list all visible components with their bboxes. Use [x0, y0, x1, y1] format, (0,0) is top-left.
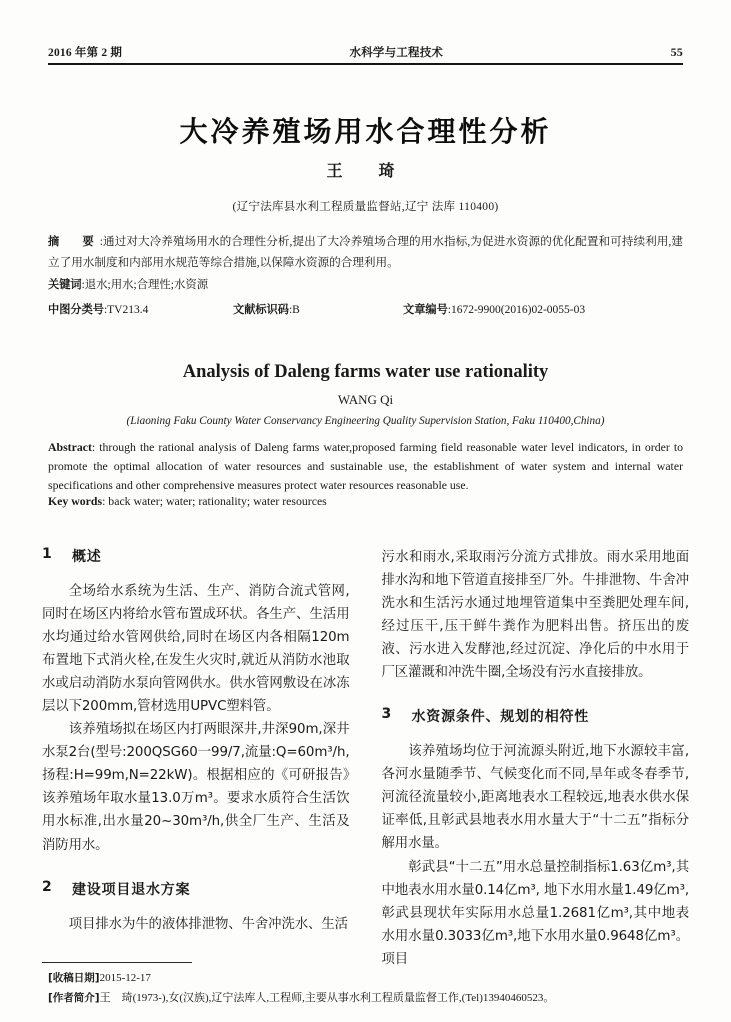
paragraph: 项目排水为牛的液体排泄物、牛舍冲洗水、生活: [68, 916, 348, 932]
clc-number: [48, 300, 233, 320]
page-title: 大冷养殖场用水合理性分析: [179, 115, 552, 148]
right-column: [381, 546, 690, 967]
chinese-abstract-block: [48, 232, 683, 320]
author-name-zh: 王 琦: [326, 163, 405, 180]
english-author: WANG Qi: [337, 392, 394, 407]
section-title-2: 建设项目退水方案: [72, 881, 191, 898]
keywords-label-zh: 关键词: [48, 278, 82, 292]
received-date-value: 2015-12-17: [99, 972, 151, 984]
classification-line: [48, 300, 683, 320]
paragraph: 污水和雨水,采取雨污分流方式排放。雨水采用地面排水沟和地下管道直接排至厂外。牛排泄物、牛舍冲洗水和生活污水通过地埋管道集中至粪肥处理车间,经过压干,压干鲜牛粪作为肥料出售。挤压出的废液、污水进入发酵池,经过沉淀、净化后的中水用于厂区灌溉和冲洗牛圈,全场没有污水直接排放。: [381, 550, 689, 681]
english-abstract-text: : through the rational analysis of Daleng farms water,proposed farming field reasonable water level indicators, in order to promote the optimal allocation of water resources and sustainable use, the establishment of water system and internal water specifications and other comprehensive measures protect water resources reasonable use.: [48, 440, 683, 493]
english-abstract: [48, 438, 683, 495]
keywords-text-zh: :退水;用水;合理性;水资源: [81, 279, 209, 292]
english-keywords-text: : back water; water; rationality; water resources: [102, 494, 327, 508]
chinese-keywords: [48, 275, 683, 295]
author-bio: [48, 988, 689, 1008]
author-bio-value: 王 琦(1973-),女(汉族),辽宁法库人,工程师,主要从事水利工程质量监督工作,(Tel)13940460523。: [99, 992, 555, 1005]
author-bio-label: [作者简介]: [48, 992, 100, 1005]
footnote-rule: [42, 962, 192, 963]
footnote-block: [48, 968, 689, 1009]
document-code: [233, 300, 403, 320]
section-number-1: 1: [42, 546, 53, 562]
abstract-label-zh: 摘 要: [48, 235, 100, 248]
section-heading-2: [42, 879, 350, 899]
document-code-value: :B: [288, 303, 300, 316]
article-id-value: :1672-9900(2016)02-0055-03: [447, 303, 586, 316]
article-id: [403, 300, 683, 320]
english-abstract-label: Abstract: [48, 440, 92, 454]
abstract-text-zh: :通过对大冷养殖场用水的合理性分析,提出了大冷养殖场合理的用水指标,为促进水资源的优化配置和可持续利用,建立了用水制度和内部用水规范等综合措施,以保障水资源的合理利用。: [48, 235, 683, 269]
paragraph: 彰武县“十二五”用水总量控制指标1.63亿m³,其中地表水用水量0.14亿m³, 地下水用水量1.49亿m³,彰武县现状年实际用水总量1.2681亿m³,其中地表水用水量0.3033亿m³,地下水用水量0.9648亿m³。项目: [381, 859, 689, 967]
clc-label: 中图分类号: [48, 302, 104, 316]
section-number-3: 3: [381, 706, 393, 723]
page-number: 55: [670, 45, 683, 59]
paragraph: 全场给水系统为生活、生产、消防合流式管网,同时在场区内将给水管布置成环状。各生产、生活用水均通过给水管网供给,同时在场区内各相隔120m布置地下式消火栓,在发生火灾时,就近从消防水池取水或启动消防水泵向管网供水。供水管网敷设在冰冻层以下200mm,管材选用UPVC塑料管。: [42, 584, 350, 715]
received-date-label: [收稿日期]: [48, 972, 100, 984]
paragraph: 该养殖场拟在场区内打两眼深井,井深90m,深井水泵2台(型号:200QSG60一99/7,流量:Q=60m³/h,扬程:H=99m,N=22kW)。根据相应的《可研报告》该养殖场年取水量13.0万m³。要求水质符合生活饮用水标准,出水量20~30m³/h,供全厂生产、生活及消防用水。: [42, 722, 350, 853]
english-affiliation: (Liaoning Faku County Water Conservancy Engineering Quality Supervision Station, Faku 110400,China): [126, 415, 605, 427]
body-columns: [42, 546, 689, 967]
english-keywords: [48, 494, 683, 509]
english-keywords-label: Key words: [48, 494, 103, 508]
section-title-1: 概述: [72, 549, 102, 565]
affiliation-zh: (辽宁法库县水利工程质量监督站,辽宁 法库 110400): [232, 201, 499, 213]
section-title-3: 水资源条件、规划的相符性: [411, 709, 590, 726]
running-head-journal-title: 水科学与工程技术: [349, 47, 444, 59]
header-rule: [48, 63, 683, 65]
section-number-2: 2: [42, 878, 53, 895]
section-heading-1: [42, 546, 350, 566]
chinese-abstract: [48, 232, 683, 273]
document-code-label: 文献标识码: [233, 302, 289, 316]
english-title: Analysis of Daleng farms water use rationality: [182, 362, 549, 382]
received-date: [48, 968, 689, 988]
clc-value: :TV213.4: [103, 303, 149, 316]
left-column: [42, 546, 350, 946]
running-head: [48, 44, 683, 64]
running-head-issue: 2016 年第 2 期: [48, 47, 123, 59]
section-heading-3: [382, 706, 690, 726]
article-id-label: 文章编号: [403, 302, 448, 316]
paragraph: 该养殖场均位于河流源头附近,地下水源较丰富,各河水量随季节、气候变化而不同,旱年或冬春季节,河流径流量较小,距离地表水工程较远,地表水供水保证率低,且彰武县地表水用水量大于“十二五”指标分解用水量。: [381, 744, 689, 852]
